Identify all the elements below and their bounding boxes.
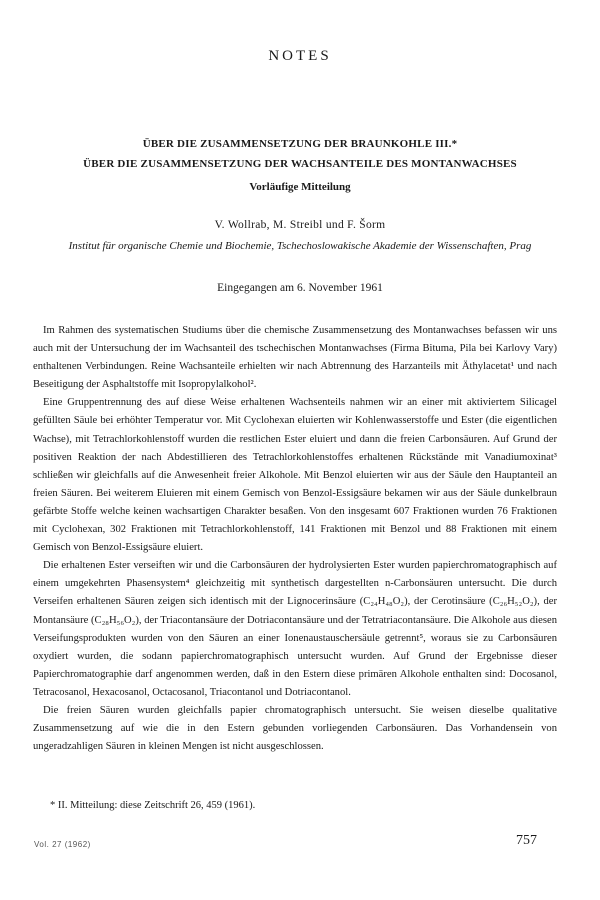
body-paragraph: Eine Gruppentrennung des auf diese Weise erhaltenen Wachsenteils nahmen wir an einer mit aktiviertem Silicagel gefüllten Säule bei erhöhter Temperatur vor. Mit Cyclohexan eluierten wir Kohlenwasserstoffe und Ester (die eigentlichen Wachse), mit Tetrachlorkohlenstoff wurden die restlichen Ester eluiert und dann die freien Carbonsäuren. Auf Grund der positiven Reaktion der nach Abdestillieren des Tetrachlorkohlenstoffes erhaltenen Rückstände mit Vanadiumoxinat³ schließen wir gleichfalls auf die Anwesenheit freier Alkohole. Mit Benzol eluierten wir aus der Säule den Hauptanteil an freien Säuren. Bei weiterem Eluieren mit einem Gemisch von Benzol-Essigsäure bekamen wir aus der Säule dunkelbraun gefärbte Stoffe welche keinen wachsartigen Charakter besaßen. Von den insgesamt 607 Fraktionen wurden 76 Fraktionen mit Cyclohexan, 302 Fraktionen mit Tetrachlorkohlenstoff, 141 Fraktionen mit Benzol und 88 Fraktionen mit einem Gemisch von Benzol-Essigsäure eluiert. — [33, 397, 557, 554]
article-title-line-2: ÜBER DIE ZUSAMMENSETZUNG DER WACHSANTEILE DES MONTANWACHSES — [83, 158, 517, 170]
body-paragraph: Die freien Säuren wurden gleichfalls papier chromatographisch untersucht. Sie weisen dieselbe qualitative Zusammensetzung auf wie die in den Estern gebunden vorliegenden Carbonsäuren. Das Vorhandensein von ungeradzahligen Säuren in kleinen Mengen ist nicht ausgeschlossen. — [33, 704, 557, 753]
body-paragraph: Die erhaltenen Ester verseiften wir und die Carbonsäuren der hydrolysierten Ester wurden papierchromatographisch auf einem umgekehrten Phasensystem⁴ gleichzeitig mit synthetisch dargestellten n-Carbonsäuren untersucht. Die durch Verseifen erhaltenen Säuren zeigen sich identisch mit der Lignocerinsäure (C₂₄H₄₈O₂), der Cerotinsäure (C₂₆H₅₂O₂), der Montansäure (C₂₈H₅₆O₂), der Triacontansäure der Dotriacontansäure und der Tetratriacontansäure. Die Alkohole aus diesen Verseifungsprodukten wurden von den Säuren an einer Ionenaustauschersäule getrennt⁵, woraus sie zu Carbonsäuren oxydiert wurden, die sodann papierchromatographisch untersucht wurden. Auf Grund der Ergebnisse dieser Papierchromatographie darf angenommen werden, daß in den Estern diese primären Alkohole enthalten sind: Docosanol, Tetracosanol, Hexacosanol, Octacosanol, Triacontanol und Dotriacontanol. — [33, 560, 557, 698]
footnote: * II. Mitteilung: diese Zeitschrift 26, 459 (1961). — [50, 800, 256, 811]
page-number: 757 — [516, 833, 537, 848]
article-subtitle: Vorläufige Mitteilung — [249, 181, 351, 193]
affiliation: Institut für organische Chemie und Biochemie, Tschechoslowakische Akademie der Wissenschaften, Prag — [68, 240, 532, 252]
section-heading: NOTES — [268, 48, 332, 64]
article-title-line-1: ÜBER DIE ZUSAMMENSETZUNG DER BRAUNKOHLE III.* — [142, 138, 458, 150]
authors: V. Wollrab, M. Streibl und F. Šorm — [214, 219, 386, 231]
running-footer: Vol. 27 (1962) — [34, 840, 91, 849]
article-body — [33, 322, 557, 756]
body-paragraph: Im Rahmen des systematischen Studiums über die chemische Zusammensetzung des Montanwachses befassen wir uns auch mit der Untersuchung der im Wachsanteil des tschechischen Montanwachses (Firma Bituma, Pila bei Karlovy Vary) enthaltenen Verbindungen. Reine Wachsanteile erhielten wir nach Abtrennung des Harzanteils mit Äthylacetat¹ und nach Beseitigung der Asphaltstoffe mit Isopropylalkohol². — [33, 325, 557, 391]
received-date: Eingegangen am 6. November 1961 — [217, 282, 383, 294]
